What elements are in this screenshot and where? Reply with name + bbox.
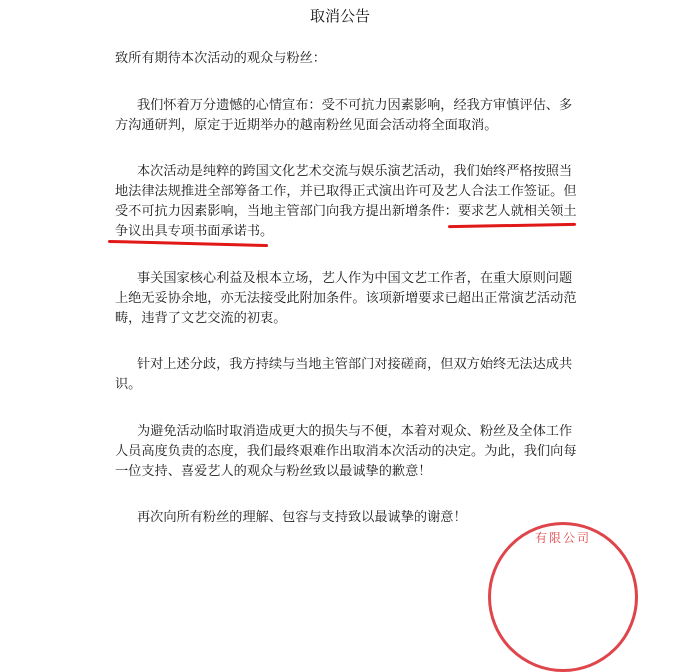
paragraph-2-line-4: 争议出具专项书面承诺书。 [115,224,274,239]
paragraph-2-line-2: 地法律法规推进全部筹备工作，并已取得正式演出许可及艺人合法工作签证。但 [115,184,577,199]
paragraph-1-line-2: 方沟通研判，原定于近期举办的越南粉丝见面会活动将全面取消。 [115,118,498,133]
paragraph-2-line-1: 本次活动是纯粹的跨国文化艺术交流与娱乐演艺活动，我们始终严格按照当 [137,164,573,179]
paragraph-4-line-2: 识。 [115,377,142,392]
paragraph-2-line-3: 受不可抗力因素影响，当地主管部门向我方提出新增条件：要求艺人就相关领土 [115,204,577,219]
paragraph-3-line-1: 事关国家核心利益及根本立场，艺人作为中国文艺工作者，在重大原则问题 [137,271,573,286]
closing-line: 再次向所有粉丝的理解、包容与支持致以最诚挚的谢意！ [137,510,467,525]
document-title: 取消公告 [309,7,370,25]
company-seal-stamp [488,522,638,672]
paragraph-5-line-1: 为避免活动临时取消造成更大的损失与不便，本着对观众、粉丝及全体工作 [137,424,573,439]
paragraph-3-line-2: 上绝无妥协余地，亦无法接受此附加条件。该项新增要求已超出正常演艺活动范 [115,291,577,306]
salutation: 致所有期待本次活动的观众与粉丝： [115,51,326,66]
seal-text: 有限公司 [534,531,591,545]
paragraph-5-line-3: 一位支持、喜爱艺人的观众与粉丝致以最诚挚的歉意！ [115,464,432,479]
paragraph-4-line-1: 针对上述分歧，我方持续与当地主管部门对接磋商，但双方始终无法达成共 [137,357,573,372]
paragraph-5-line-2: 人员高度负责的态度，我们最终艰难作出取消本次活动的决定。为此，我们向每 [115,444,577,459]
paragraph-3-line-3: 畴，违背了文艺交流的初衷。 [115,311,287,326]
paragraph-1-line-1: 我们怀着万分遗憾的心情宣布：受不可抗力因素影响，经我方审慎评估、多 [137,98,573,113]
red-underline-1 [448,223,576,228]
